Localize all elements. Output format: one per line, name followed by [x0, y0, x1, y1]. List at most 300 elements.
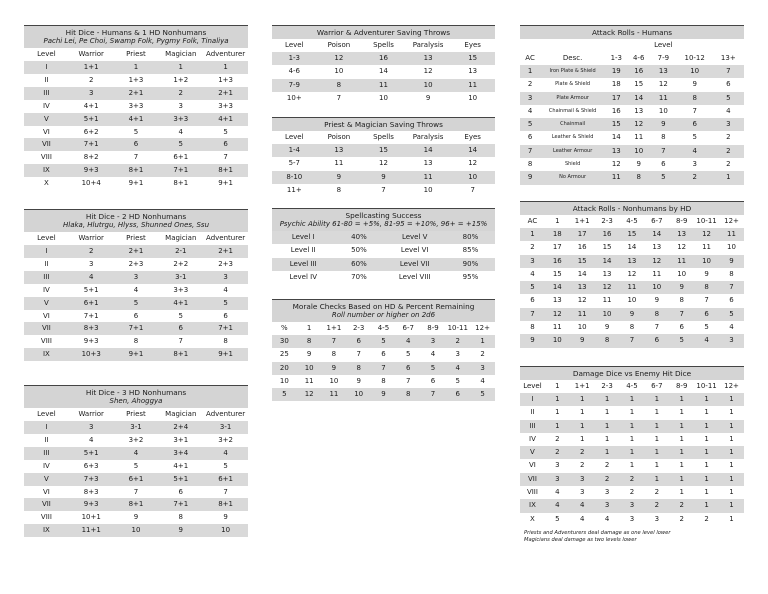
- column-header: 4-6: [632, 54, 645, 62]
- table-cell: 5: [405, 350, 411, 359]
- table-cell: 16: [595, 228, 620, 241]
- table-cell: 2: [726, 133, 731, 142]
- table-cell: 7+1: [83, 311, 99, 320]
- table-cell: 5+1: [83, 285, 99, 294]
- table-cell: 1: [629, 434, 635, 443]
- table-cell: 5-7: [288, 159, 301, 168]
- table-cell: 1: [203, 61, 248, 74]
- table-cell: Level VI: [400, 246, 429, 255]
- table-cell: 9: [669, 281, 694, 294]
- table-cell: 2: [595, 473, 620, 486]
- table-cell: 7: [704, 296, 709, 305]
- table-cell: 11+1: [69, 524, 114, 537]
- level-header-row: [520, 39, 744, 52]
- table-row: [24, 297, 248, 310]
- table-row: [24, 74, 248, 87]
- column-header: 12+: [724, 382, 739, 390]
- table-cell: 80%: [446, 231, 495, 244]
- table-cell: 11: [322, 388, 347, 401]
- table-row: [272, 65, 495, 78]
- table-cell: IV: [529, 434, 536, 443]
- table-cell: 4-6: [288, 67, 301, 76]
- table-row: [24, 348, 248, 361]
- table-cell: Leather & Shield: [551, 134, 594, 141]
- table-cell: 2: [669, 499, 694, 512]
- table-cell: 7: [421, 388, 446, 401]
- column-header: Eyes: [464, 41, 481, 49]
- table-cell: 11: [650, 92, 677, 105]
- table-cell: 5: [178, 311, 184, 320]
- table-cell: VIII: [40, 153, 52, 162]
- table-cell: 7+1: [69, 138, 114, 151]
- table-cell: 30: [272, 335, 297, 348]
- table-cell: 14: [545, 281, 570, 294]
- table-cell: 7: [133, 153, 139, 162]
- table-cell: 3+4: [158, 447, 203, 460]
- table-cell: 2+1: [114, 245, 159, 258]
- table-cell: 6: [694, 308, 719, 321]
- table-cell: 4: [555, 488, 560, 497]
- table-cell: 7: [405, 376, 411, 385]
- table-row: [24, 473, 248, 486]
- table-cell: 8: [661, 133, 666, 142]
- table-cell: 3+2: [128, 435, 144, 444]
- table-cell: 7: [520, 308, 545, 321]
- table-row: [272, 144, 495, 157]
- table-cell: 8: [628, 171, 650, 184]
- table-cell: 9: [361, 171, 406, 184]
- table-cell: VIII: [40, 513, 52, 522]
- table-cell: 13: [634, 106, 644, 115]
- table-cell: 1: [729, 434, 734, 443]
- table-cell: 1: [114, 61, 159, 74]
- table-cell: VII: [520, 473, 545, 486]
- table-cell: 2+1: [203, 245, 248, 258]
- table-cell: 3: [570, 473, 595, 486]
- table-cell: II: [44, 435, 49, 444]
- table-row: [24, 126, 248, 139]
- table-cell: 2: [158, 87, 203, 100]
- table-cell: 8+3: [83, 487, 99, 496]
- table-cell: 8: [729, 269, 734, 278]
- column-header: Spells: [373, 41, 394, 49]
- table-cell: 1: [520, 65, 540, 78]
- table-row: [520, 118, 744, 131]
- table-cell: 1: [545, 420, 570, 433]
- table-cell: 16: [577, 243, 587, 252]
- table-row: [520, 499, 744, 512]
- table-cell: 8+1: [203, 164, 248, 177]
- table-cell: 1: [595, 420, 620, 433]
- column-header: Adventurer: [206, 50, 246, 58]
- column-header: 7-9: [657, 54, 670, 62]
- table-cell: III: [24, 271, 69, 284]
- table-cell: 2+2: [173, 259, 189, 268]
- table-row: [24, 177, 248, 190]
- table-cell: Level I: [272, 231, 334, 244]
- table-cell: 8: [223, 337, 228, 346]
- table-cell: 4: [545, 499, 570, 512]
- table-cell: Plate & Shield: [555, 81, 591, 88]
- table-cell: 7: [654, 323, 660, 332]
- table-cell: 13: [605, 145, 627, 158]
- table-cell: 6: [430, 376, 436, 385]
- table-cell: Iron Plate & Shield: [540, 65, 605, 78]
- table-cell: 7: [178, 337, 184, 346]
- table-cell: 7: [669, 308, 694, 321]
- table-cell: 5: [669, 334, 694, 347]
- table-cell: 16: [361, 52, 406, 65]
- table-cell: 3: [178, 101, 184, 110]
- table-row: [272, 362, 495, 375]
- table-row: [24, 271, 248, 284]
- table-cell: 4: [178, 127, 184, 136]
- column-header: 10-11: [447, 324, 468, 332]
- table-cell: 6: [178, 487, 184, 496]
- table-cell: V: [24, 473, 69, 486]
- table-cell: 1: [644, 473, 669, 486]
- table-row: [272, 271, 495, 284]
- table-cell: I: [24, 61, 69, 74]
- table-cell: 3: [713, 118, 744, 131]
- table-cell: III: [24, 447, 69, 460]
- table-cell: 7: [650, 145, 677, 158]
- table-row: [272, 184, 495, 197]
- table-cell: 10: [727, 243, 736, 252]
- table-cell: 1: [579, 408, 585, 417]
- table-cell: 8: [346, 362, 371, 375]
- table-cell: 7+1: [203, 322, 248, 335]
- table-cell: 2: [704, 514, 709, 523]
- table-row: [272, 335, 495, 348]
- table-cell: 19: [605, 65, 627, 78]
- table-cell: 1: [713, 171, 744, 184]
- table-cell: 9: [620, 308, 645, 321]
- table-cell: 5: [470, 388, 495, 401]
- table-row: [272, 92, 495, 105]
- table-cell: 4: [480, 376, 485, 385]
- table-cell: 11: [570, 308, 595, 321]
- table-cell: I: [24, 245, 69, 258]
- attack-rolls-nonhumans-table: [520, 201, 744, 348]
- table-cell: 3: [719, 334, 744, 347]
- table-header: [24, 385, 248, 408]
- table-cell: II: [530, 408, 535, 417]
- table-cell: 12: [423, 67, 433, 76]
- table-header: [520, 201, 744, 215]
- table-cell: 9: [719, 255, 744, 268]
- table-subtitle: Hlaka, Hlutrgu, Hlyss, Shunned Ones, Ssu: [62, 221, 210, 229]
- column-header: 6-7: [651, 217, 663, 225]
- table-row: [272, 79, 495, 92]
- table-cell: 10: [545, 334, 570, 347]
- table-cell: 1: [694, 393, 719, 406]
- table-cell: 5: [223, 127, 228, 136]
- table-title: Hit Dice - Humans & 1 HD Nonhumans: [65, 28, 207, 37]
- table-cell: 6: [644, 334, 669, 347]
- column-header: 2-3: [601, 217, 613, 225]
- table-row: [520, 308, 744, 321]
- table-row: [272, 258, 495, 271]
- table-cell: 6+2: [83, 127, 99, 136]
- table-cell: IX: [520, 499, 545, 512]
- table-cell: 1: [694, 499, 719, 512]
- table-cell: 4: [527, 106, 533, 115]
- table-row: [520, 334, 744, 347]
- table-cell: 9+3: [69, 498, 114, 511]
- table-cell: 15: [620, 228, 645, 241]
- table-cell: 5: [114, 297, 159, 310]
- table-cell: 3-1: [203, 421, 248, 434]
- table-cell: 12: [611, 160, 621, 169]
- table-cell: 1: [729, 408, 734, 417]
- table-subtitle: Psychic Ability 61-80 = +5%, 81-95 = +10%, 96+ = +15%: [279, 220, 488, 228]
- table-cell: 3: [520, 92, 540, 105]
- table-cell: 14: [644, 228, 669, 241]
- table-cell: 2: [480, 350, 485, 359]
- table-cell: 1+3: [218, 75, 233, 84]
- table-cell: 3: [470, 362, 495, 375]
- table-cell: 10: [644, 281, 669, 294]
- table-row: [520, 92, 744, 105]
- data-table: [520, 215, 744, 348]
- column-header: 8-9: [427, 324, 439, 332]
- table-cell: 3-1: [114, 421, 159, 434]
- table-row: [272, 231, 495, 244]
- table-cell: 11: [652, 269, 662, 278]
- column-header: 2-3: [601, 382, 613, 390]
- table-cell: 1: [704, 434, 709, 443]
- table-cell: Level V: [383, 231, 445, 244]
- table-cell: 2+1: [114, 87, 159, 100]
- column-header: 2-3: [352, 324, 365, 332]
- table-cell: 6: [346, 335, 371, 348]
- table-cell: 15: [605, 118, 627, 131]
- table-cell: V: [24, 113, 69, 126]
- table-cell: 4: [726, 106, 731, 115]
- table-cell: 7: [223, 487, 228, 496]
- table-cell: 3: [595, 499, 620, 512]
- table-cell: 8: [178, 513, 184, 522]
- table-cell: 7: [620, 334, 645, 347]
- table-row: [24, 245, 248, 258]
- table-cell: 1+1: [69, 61, 114, 74]
- table-cell: 25: [279, 350, 289, 359]
- table-cell: 6: [203, 138, 248, 151]
- table-cell: 90%: [446, 258, 495, 271]
- column-header: Magician: [165, 410, 197, 418]
- table-cell: 5: [421, 362, 446, 375]
- column-header: 12+: [724, 217, 739, 225]
- table-cell: 3+3: [218, 101, 233, 110]
- table-row: [520, 513, 744, 526]
- table-row: [272, 388, 495, 401]
- table-row: [520, 281, 744, 294]
- table-cell: 1: [669, 420, 694, 433]
- table-cell: III: [520, 420, 545, 433]
- table-cell: 7+1: [158, 498, 203, 511]
- table-cell: 5: [704, 323, 709, 332]
- column-header: 12+: [475, 324, 490, 332]
- table-cell: 8: [331, 350, 337, 359]
- table-cell: 16: [545, 255, 570, 268]
- table-cell: 3: [520, 255, 545, 268]
- table-cell: 7: [322, 335, 347, 348]
- table-cell: 4: [88, 435, 94, 444]
- table-cell: VII: [24, 498, 69, 511]
- table-row: [520, 158, 744, 171]
- table-cell: 10: [406, 79, 451, 92]
- table-cell: 3+1: [173, 435, 189, 444]
- table-cell: 5: [520, 118, 540, 131]
- table-cell: 7: [356, 350, 361, 359]
- note-line: Magicians deal damage as two levels lower: [524, 536, 637, 543]
- table-cell: 13: [552, 296, 562, 305]
- table-cell: 1: [629, 461, 635, 470]
- table-row: [520, 171, 744, 184]
- table-cell: 4+1: [173, 461, 189, 470]
- table-cell: 15: [450, 52, 495, 65]
- table-cell: 1: [694, 446, 719, 459]
- table-cell: 2: [545, 446, 570, 459]
- column-header: 10-11: [696, 382, 717, 390]
- table-cell: 1: [620, 420, 645, 433]
- table-row: [24, 322, 248, 335]
- table-title: Spellcasting Success: [345, 211, 422, 220]
- table-row: [24, 498, 248, 511]
- column-header: 8-9: [675, 382, 688, 390]
- table-cell: 1: [604, 434, 610, 443]
- table-row: [24, 151, 248, 164]
- table-title: Attack Rolls - Nonhumans by HD: [572, 204, 692, 213]
- column-header: Desc.: [562, 54, 583, 62]
- table-row: [272, 244, 495, 257]
- table-cell: 1-4: [272, 144, 317, 157]
- data-table: [272, 39, 495, 105]
- column-header: 1+1: [574, 382, 590, 390]
- table-cell: 10: [468, 93, 478, 102]
- column-header-row: [520, 215, 744, 228]
- table-cell: 5: [133, 461, 139, 470]
- table-cell: 9+1: [114, 348, 159, 361]
- table-cell: 5: [555, 514, 560, 523]
- table-cell: 12: [644, 255, 669, 268]
- table-cell: 4+1: [83, 101, 99, 110]
- column-header: Level: [37, 234, 56, 242]
- data-table: [272, 322, 495, 401]
- table-header: [272, 25, 495, 39]
- table-cell: 1+3: [128, 75, 144, 84]
- table-cell: 12: [297, 388, 322, 401]
- column-header: 8-9: [675, 217, 688, 225]
- table-cell: 1: [729, 488, 734, 497]
- table-row: [24, 113, 248, 126]
- table-row: [520, 228, 744, 241]
- table-cell: 2+3: [128, 259, 144, 268]
- table-cell: Chainmail: [540, 118, 605, 131]
- table-cell: 7: [133, 487, 139, 496]
- table-cell: 2+3: [218, 259, 233, 268]
- table-cell: 6: [527, 133, 533, 142]
- header-spacer: [605, 39, 627, 52]
- table-cell: VIII: [526, 488, 538, 497]
- table-cell: 9: [425, 93, 431, 102]
- table-cell: 10: [329, 376, 339, 385]
- table-cell: 9+1: [203, 348, 248, 361]
- table-cell: 6: [445, 388, 470, 401]
- table-cell: 16: [628, 65, 650, 78]
- table-cell: 10: [203, 524, 248, 537]
- column-header: Paralysis: [412, 41, 444, 49]
- table-cell: 9+1: [128, 179, 144, 188]
- table-row: [520, 473, 744, 486]
- table-cell: 9: [570, 334, 595, 347]
- table-cell: 8: [133, 337, 139, 346]
- table-row: [24, 434, 248, 447]
- table-cell: 6: [158, 322, 203, 335]
- table-cell: 1: [704, 488, 709, 497]
- table-cell: 1: [470, 335, 495, 348]
- table-cell: 3: [579, 488, 585, 497]
- header-spacer: [540, 39, 605, 52]
- table-cell: 10+: [286, 93, 302, 102]
- table-cell: 8+1: [158, 348, 203, 361]
- table-cell: 13: [468, 67, 478, 76]
- header-spacer: [520, 39, 540, 52]
- table-cell: 10: [595, 308, 620, 321]
- table-cell: 13: [669, 228, 694, 241]
- column-header: 1: [555, 217, 560, 225]
- table-cell: 4: [445, 362, 470, 375]
- table-cell: 6: [223, 311, 228, 320]
- table-title: Priest & Magician Saving Throws: [324, 120, 443, 129]
- table-cell: 95%: [462, 272, 479, 281]
- table-row: [520, 268, 744, 281]
- table-cell: No Armour: [540, 171, 605, 184]
- table-cell: 1: [679, 408, 684, 417]
- table-title: Morale Checks Based on HD & Percent Remaining: [292, 302, 475, 311]
- column-header: Magician: [165, 50, 197, 58]
- table-cell: 7: [470, 185, 475, 194]
- table-cell: 6+1: [114, 473, 159, 486]
- column-header: 13+: [720, 54, 736, 62]
- table-cell: 1: [595, 446, 620, 459]
- table-cell: 7: [520, 145, 540, 158]
- table-cell: 20: [272, 362, 297, 375]
- column-header: Warrior: [78, 410, 104, 418]
- table-cell: Level IV: [289, 272, 317, 281]
- table-cell: 4: [694, 334, 719, 347]
- column-header-row: [272, 39, 495, 52]
- table-cell: 1: [579, 434, 585, 443]
- data-table: [24, 48, 248, 190]
- table-cell: 14: [628, 92, 650, 105]
- priest-saving-throws-table: [272, 117, 495, 197]
- table-cell: 7: [223, 153, 228, 162]
- table-cell: 1: [704, 461, 709, 470]
- table-cell: 7-9: [272, 79, 317, 92]
- level-label: Level: [654, 41, 673, 49]
- table-row: [520, 446, 744, 459]
- table-cell: 15: [602, 243, 612, 252]
- table-cell: 5+1: [69, 113, 114, 126]
- table-cell: I: [520, 393, 545, 406]
- table-cell: 4+1: [158, 297, 203, 310]
- column-header: Priest: [126, 50, 146, 58]
- column-header: AC: [525, 54, 535, 62]
- table-cell: IV: [42, 285, 50, 294]
- table-cell: 11: [719, 228, 744, 241]
